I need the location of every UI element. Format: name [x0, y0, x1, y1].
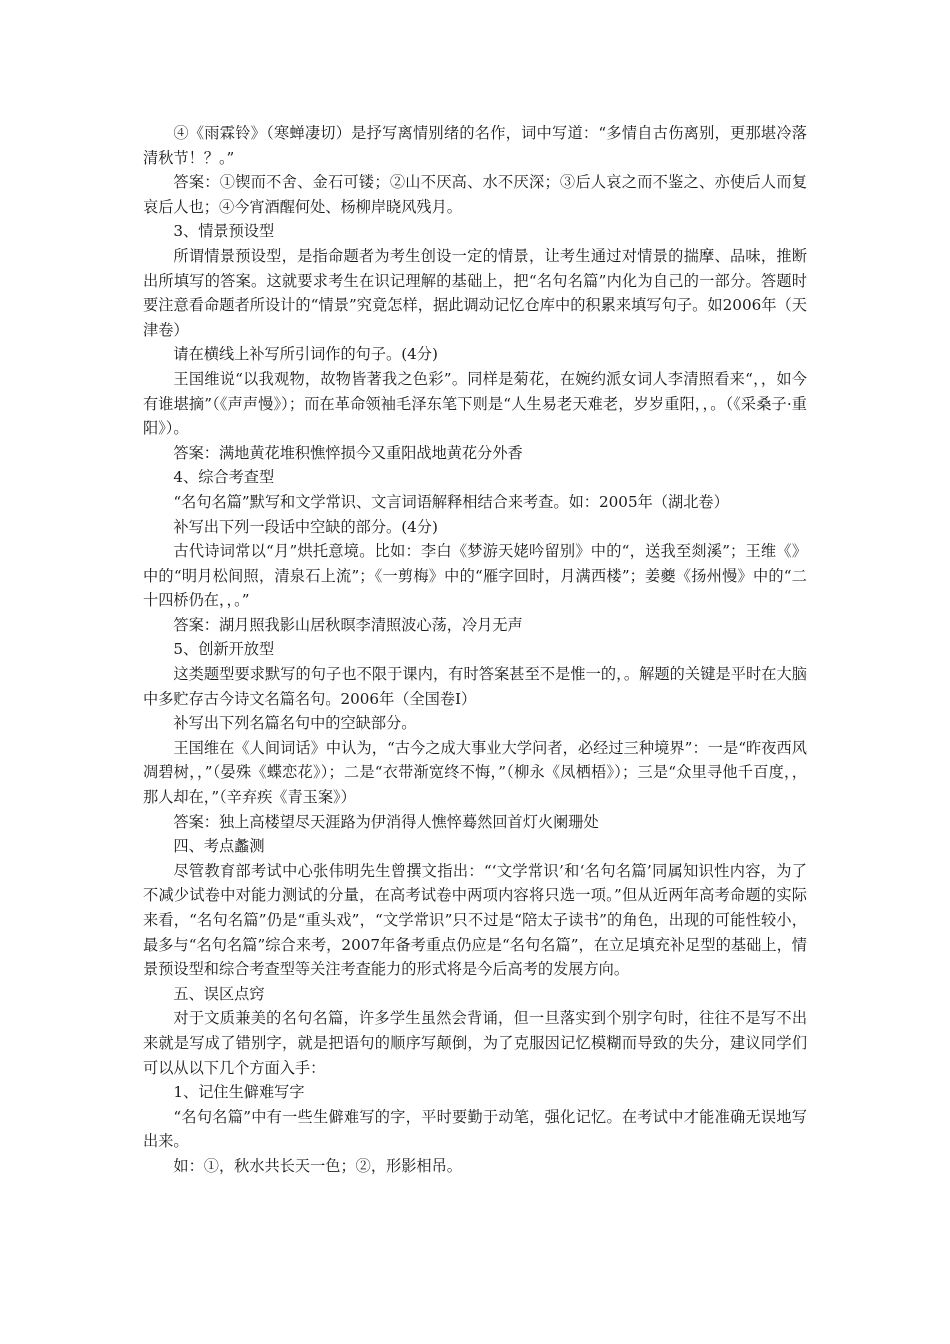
paragraph-national-instruction: 补写出下列名篇名句中的空缺部分。	[173, 714, 417, 733]
paragraph-answer-4: 答案：独上高楼望尽天涯路为伊消得人憔悴蓦然回首灯火阑珊处	[173, 812, 599, 831]
paragraph-national-question: 王国维在《人间词话》中认为，“古今之成大事业大学问者，必经过三种境界”：一是“昨夜西风凋碧树，，”（晏殊《蝶恋花》）；二是“衣带渐宽终不悔，”（柳永《凤栖梧》）；三是“众里寻他千百度，，那人却在，”（辛弃疾《青玉案》）	[143, 738, 807, 807]
paragraph-hubei-question: 古代诗词常以“月”烘托意境。比如：李白《梦游天姥吟留别》中的“，送我至剡溪”；王维《》中的“明月松间照，清泉石上流”；《一剪梅》中的“雁字回时，月满西楼”；姜夔《扬州慢》中的“二十四桥仍在，，。”	[143, 542, 807, 610]
paragraph-example: 如：①，秋水共长天一色；②，形影相吊。	[173, 1156, 462, 1175]
paragraph-answer-2: 答案：满地黄花堆积憔悴损今又重阳战地黄花分外香	[173, 443, 523, 462]
paragraph-answer-3: 答案：湖月照我影山居秋暝李清照波心荡，冷月无声	[173, 615, 523, 634]
paragraph-tianjin-question: 王国维说“以我观物，故物皆著我之色彩”。同样是菊花，在婉约派女词人李清照看来“，，如今有谁堪摘”（《声声慢》）；而在革命领袖毛泽东笔下则是“人生易老天难老，岁岁重阳，，。（《采桑子·重阳》）。	[143, 369, 807, 438]
paragraph-hubei-instruction: 补写出下列一段话中空缺的部分。(4分)	[173, 517, 438, 536]
heading-rare-characters: 1、记住生僻难写字	[173, 1083, 305, 1102]
paragraph-innovative-description: 这类题型要求默写的句子也不限于课内，有时答案甚至不是惟一的，。解题的关键是平时在大脑中多贮存古今诗文名篇名句。2006年（全国卷Ⅰ）	[143, 665, 807, 708]
paragraph-pitfalls: 对于文质兼美的名句名篇，许多学生虽然会背诵，但一旦落实到个别字句时，往往不是写不出来就是写成了错别字，就是把语句的顺序写颠倒，为了克服因记忆模糊而导致的失分，建议同学们可以从以下几个方面入手：	[143, 1009, 807, 1077]
document-page	[143, 121, 807, 1179]
heading-forecast: 四、考点蠡测	[173, 837, 265, 856]
heading-scene-preset-type: 3、情景预设型	[173, 222, 275, 241]
heading-pitfalls: 五、误区点窍	[173, 984, 265, 1003]
heading-innovative-type: 5、创新开放型	[173, 640, 275, 659]
paragraph-comprehensive-description: “名句名篇”默写和文学常识、文言词语解释相结合来考查。如：2005年（湖北卷）	[173, 492, 729, 511]
paragraph-rare-characters: “名句名篇”中有一些生僻难写的字，平时要勤于动笔，强化记忆。在考试中才能准确无误地写出来。	[143, 1107, 807, 1151]
paragraph-tianjin-instruction: 请在横线上补写所引词作的句子。(4分)	[173, 345, 438, 364]
paragraph-scene-preset-description: 所谓情景预设型，是指命题者为考生创设一定的情景，让考生通过对情景的揣摩、品味，推断出所填写的答案。这就要求考生在识记理解的基础上，把“名句名篇”内化为自己的一部分。答题时要注意看命题者所设计的“情景”究竟怎样，据此调动记忆仓库中的积累来填写句子。如2006年（天津卷）	[143, 246, 807, 339]
paragraph-yulinling-question: ④《雨霖铃》（寒蝉凄切）是抒写离情别绪的名作，词中写道：“多情自古伤离别，更那堪冷落清秋节！？。”	[143, 124, 807, 167]
paragraph-answer-1: 答案：①锲而不舍、金石可镂；②山不厌高、水不厌深；③后人哀之而不鉴之、亦使后人而复哀后人也；④今宵酒醒何处、杨柳岸晓风残月。	[143, 173, 807, 216]
paragraph-forecast: 尽管教育部考试中心张伟明先生曾撰文指出：“‘文学常识’和‘名句名篇’同属知识性内容，为了不减少试卷中对能力测试的分量，在高考试卷中两项内容将只选一项。”但从近两年高考命题的实际来看，“名句名篇”仍是“重头戏”，“文学常识”只不过是“陪太子读书”的角色，出现的可能性较小，最多与“名句名篇”综合来考，2007年备考重点仍应是“名句名篇”，在立足填充补足型的基础上，情景预设型和综合考查型等关注考查能力的形式将是今后高考的发展方向。	[143, 861, 807, 979]
heading-comprehensive-type: 4、综合考查型	[173, 468, 275, 487]
